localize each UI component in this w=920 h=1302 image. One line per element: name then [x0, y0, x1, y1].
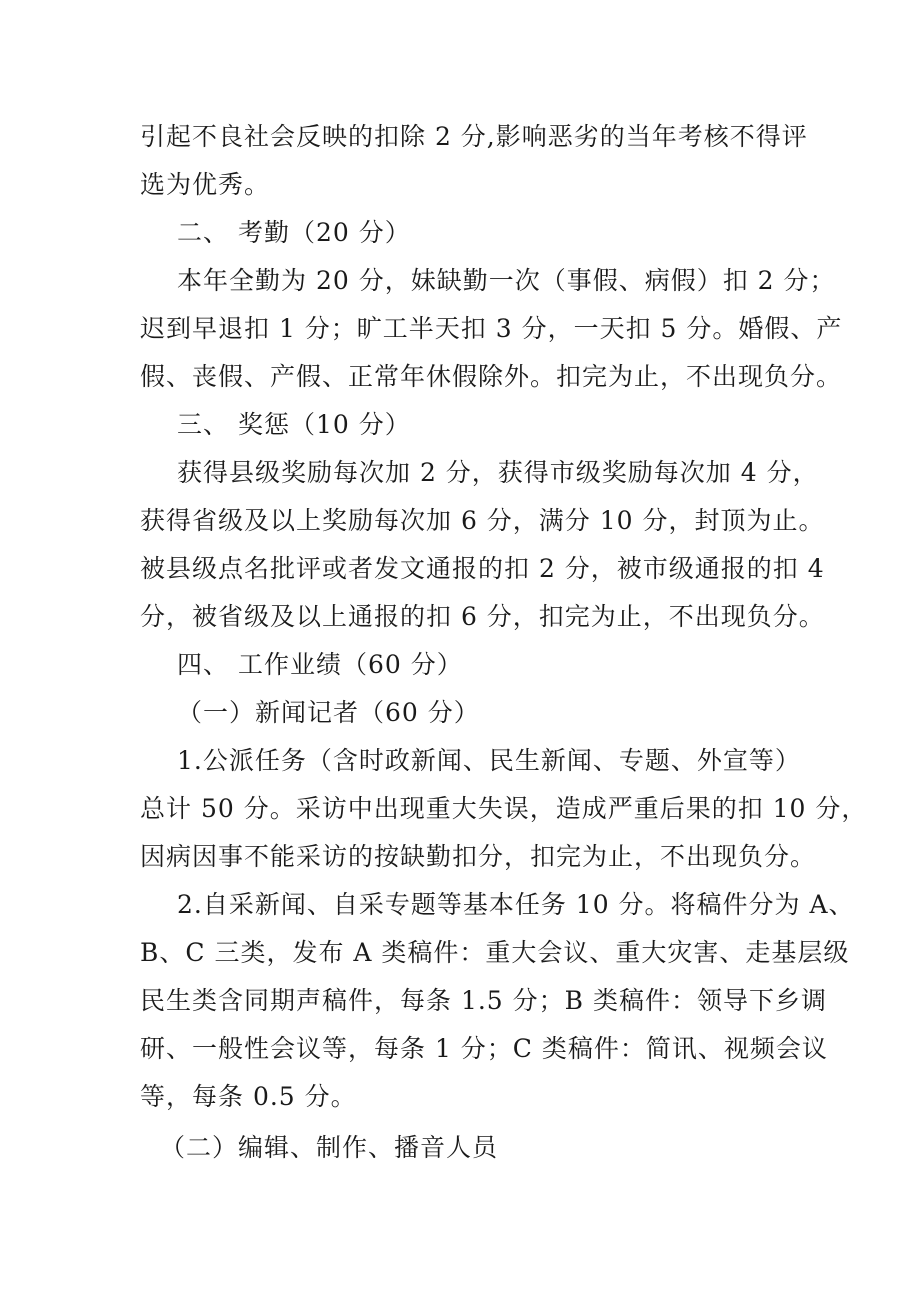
section-heading-attendance: 二、 考勤（20 分） — [177, 218, 411, 247]
text-line-11: 分，被省级及以上通报的扣 6 分，扣完为止，不出现负分。 — [140, 602, 825, 631]
text-line-2: 选为优秀。 — [140, 170, 271, 199]
text-line-6: 假、丧假、产假、正常年休假除外。扣完为止，不出现负分。 — [140, 362, 843, 391]
text-line-18: B、C 三类，发布 A 类稿件：重大会议、重大灾害、走基层级 — [140, 938, 850, 967]
text-line-19: 民生类含同期声稿件，每条 1.5 分；B 类稿件：领导下乡调 — [140, 986, 827, 1015]
text-line-10: 被县级点名批评或者发文通报的扣 2 分，被市级通报的扣 4 — [140, 554, 825, 583]
text-line-1: 引起不良社会反映的扣除 2 分,影响恶劣的当年考核不得评 — [140, 122, 808, 151]
text-line-8: 获得县级奖励每次加 2 分，获得市级奖励每次加 4 分， — [177, 458, 819, 487]
section-heading-rewards: 三、 奖惩（10 分） — [177, 410, 411, 439]
text-line-16: 因病因事不能采访的按缺勤扣分，扣完为止，不出现负分。 — [140, 842, 817, 871]
text-line-9: 获得省级及以上奖励每次加 6 分，满分 10 分，封顶为止。 — [140, 506, 825, 535]
subsection-heading-reporters: （一）新闻记者（60 分） — [177, 698, 480, 727]
subsection-heading-editors: （二）编辑、制作、播音人员 — [160, 1133, 499, 1162]
text-line-4: 本年全勤为 20 分，妹缺勤一次（事假、病假）扣 2 分； — [177, 266, 836, 295]
text-line-15: 总计 50 分。采访中出现重大失误，造成严重后果的扣 10 分， — [140, 794, 868, 823]
section-heading-performance: 四、 工作业绩（60 分） — [177, 650, 463, 679]
text-line-20: 研、一般性会议等，每条 1 分；C 类稿件：简讯、视频会议 — [140, 1034, 828, 1063]
text-line-21: 等，每条 0.5 分。 — [140, 1082, 357, 1111]
text-line-5: 迟到早退扣 1 分；旷工半天扣 3 分，一天扣 5 分。婚假、产 — [140, 314, 843, 343]
text-line-14: 1.公派任务（含时政新闻、民生新闻、专题、外宣等） — [177, 746, 801, 775]
text-line-17: 2.自采新闻、自采专题等基本任务 10 分。将稿件分为 A、 — [177, 890, 855, 919]
